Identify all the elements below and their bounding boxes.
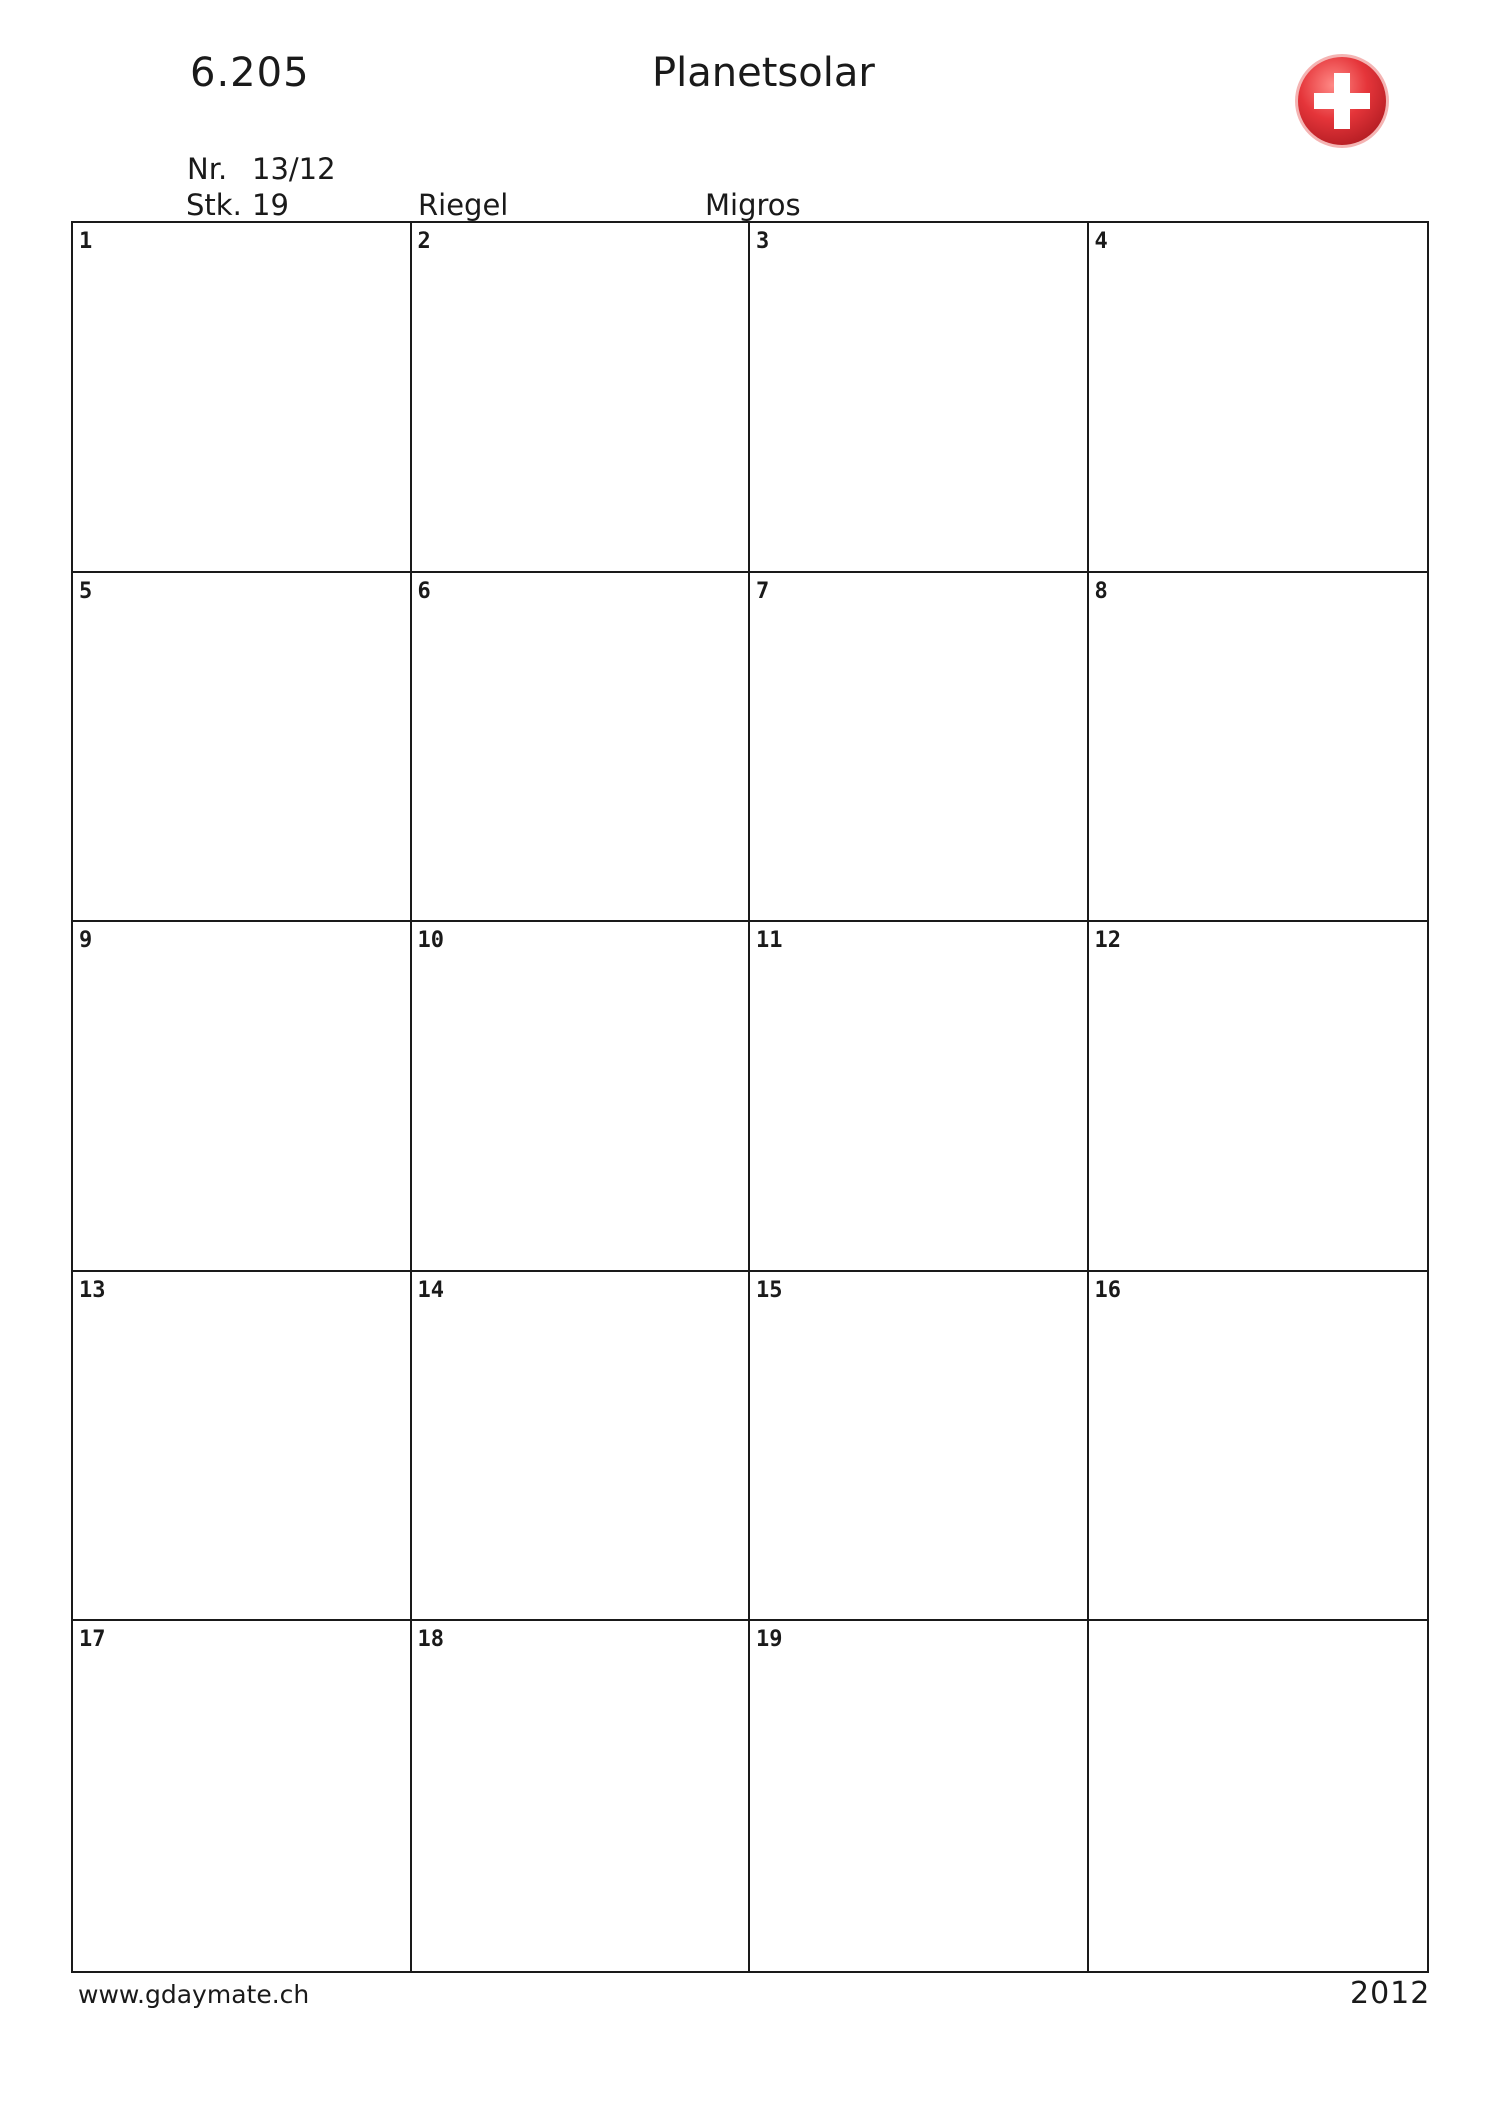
grid-cell bbox=[73, 573, 412, 923]
grid-cell bbox=[412, 1272, 751, 1622]
grid-cell bbox=[750, 573, 1089, 923]
card-slot-grid bbox=[71, 221, 1429, 1973]
grid-cell bbox=[1089, 223, 1428, 573]
grid-cell bbox=[1089, 922, 1428, 1272]
cell-number: 4 bbox=[1094, 229, 1108, 254]
grid-cell bbox=[412, 922, 751, 1272]
grid-cell bbox=[73, 1272, 412, 1622]
grid-cell bbox=[412, 223, 751, 573]
footer-url: www.gdaymate.ch bbox=[78, 1980, 310, 2009]
product-type-label: Riegel bbox=[418, 188, 509, 222]
catalog-number: 6.205 bbox=[190, 50, 310, 96]
nr-label: Nr. bbox=[187, 152, 228, 186]
grid-cell bbox=[73, 223, 412, 573]
stk-label: Stk. bbox=[186, 188, 242, 222]
cell-number: 8 bbox=[1094, 578, 1108, 604]
cell-number: 12 bbox=[1094, 928, 1121, 954]
cell-number: 14 bbox=[417, 1277, 444, 1303]
grid-cell bbox=[1089, 1621, 1428, 1971]
cell-number: 11 bbox=[756, 928, 783, 954]
cell-number: 13 bbox=[79, 1277, 106, 1303]
swiss-badge-graphic bbox=[1292, 51, 1392, 151]
stk-value: 19 bbox=[252, 188, 289, 222]
page-title: Planetsolar bbox=[652, 50, 875, 96]
cell-number: 2 bbox=[417, 229, 431, 254]
swiss-cross-icon bbox=[1292, 51, 1392, 151]
cell-number: 15 bbox=[756, 1277, 783, 1303]
cell-number: 16 bbox=[1094, 1277, 1121, 1303]
grid-cell bbox=[73, 922, 412, 1272]
cell-number: 18 bbox=[417, 1627, 444, 1653]
grid-cell bbox=[412, 1621, 751, 1971]
cell-number: 6 bbox=[417, 578, 431, 604]
grid-cell bbox=[750, 223, 1089, 573]
grid-cell bbox=[1089, 1272, 1428, 1622]
cell-number: 9 bbox=[79, 928, 93, 954]
grid-cell bbox=[750, 922, 1089, 1272]
grid-cell bbox=[750, 1272, 1089, 1622]
nr-value: 13/12 bbox=[252, 152, 336, 186]
cell-number: 10 bbox=[417, 928, 444, 954]
footer-year: 2012 bbox=[1350, 1976, 1431, 2011]
cell-number: 7 bbox=[756, 578, 770, 604]
cell-number: 1 bbox=[79, 229, 93, 254]
cell-number: 17 bbox=[79, 1627, 106, 1653]
cell-number: 3 bbox=[756, 229, 770, 254]
grid-cell bbox=[412, 573, 751, 923]
issuer-label: Migros bbox=[705, 188, 801, 222]
cell-number: 19 bbox=[756, 1627, 783, 1653]
grid-cell bbox=[1089, 573, 1428, 923]
cell-number: 5 bbox=[79, 578, 93, 604]
grid-cell bbox=[750, 1621, 1089, 1971]
grid-cell bbox=[73, 1621, 412, 1971]
